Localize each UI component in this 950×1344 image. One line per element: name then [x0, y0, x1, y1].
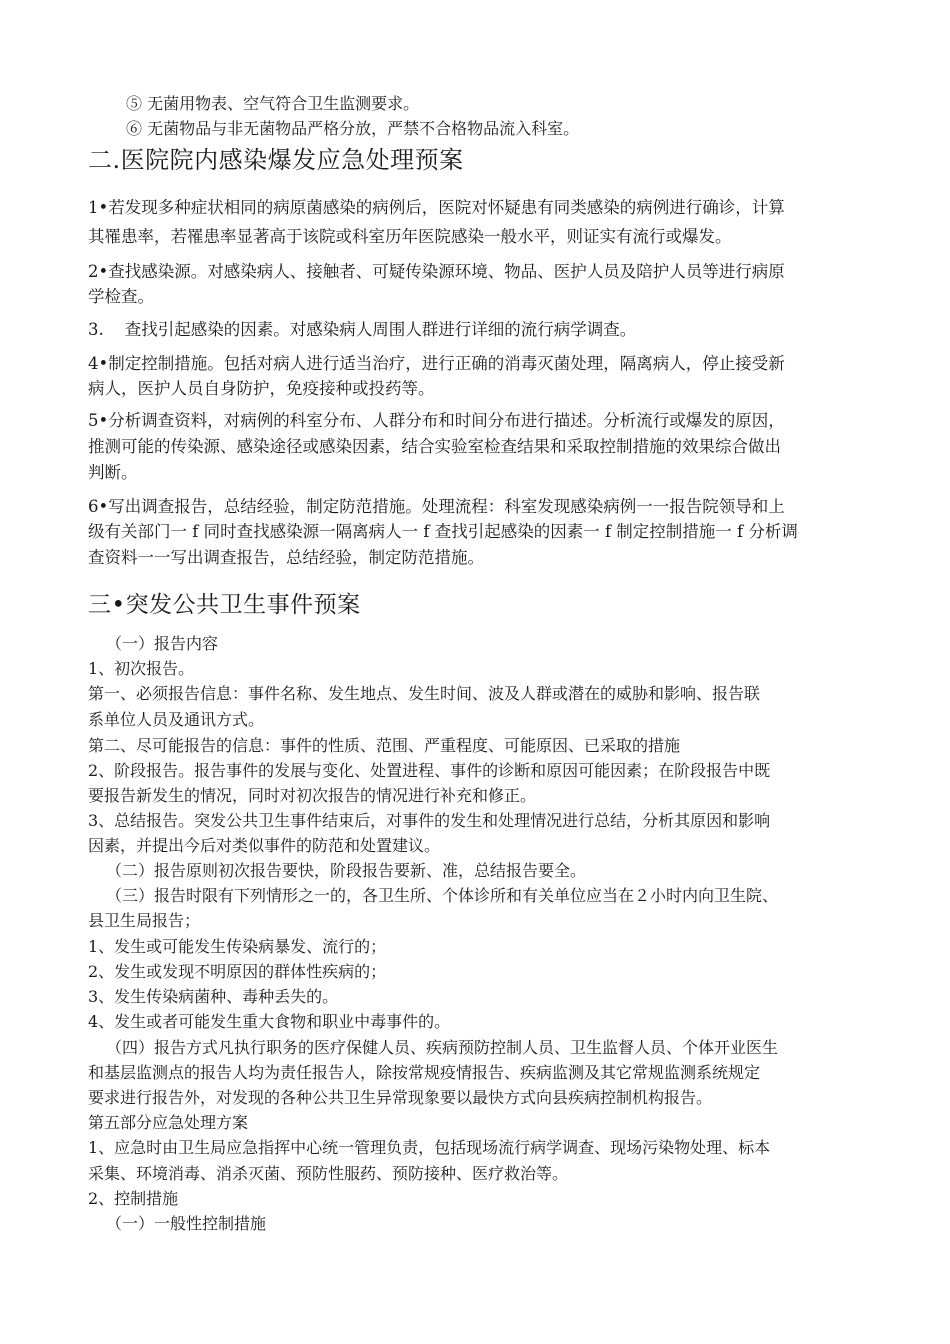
paragraph-line: 1、发生或可能发生传染病暴发、流行的； — [88, 937, 387, 956]
paragraph-line: 其罹患率，若罹患率显著高于该院或科室历年医院感染一般水平，则证实有流行或爆发。 — [88, 227, 732, 246]
list-item-5: ⑤ 无菌用物表、空气符合卫生监测要求。 — [126, 94, 420, 113]
paragraph-line: 4•制定控制措施。包括对病人进行适当治疗，进行正确的消毒灭菌处理，隔离病人，停止接受新 — [88, 354, 785, 373]
paragraph-line: 1、应急时由卫生局应急指挥中心统一管理负责，包括现场流行病学调查、现场污染物处理、标本 — [88, 1138, 771, 1157]
paragraph-line: 3、总结报告。突发公共卫生事件结束后，对事件的发生和处理情况进行总结，分析其原因和影响 — [88, 811, 771, 830]
paragraph-line: 2、发生或发现不明原因的群体性疾病的； — [88, 962, 387, 981]
paragraph-line: 学检查。 — [88, 287, 154, 306]
paragraph-line: （四）报告方式凡执行职务的医疗保健人员、疾病预防控制人员、卫生监督人员、个体开业医生 — [106, 1038, 779, 1057]
paragraph-line: （一）报告内容 — [106, 634, 219, 653]
paragraph-line: 查资料一一写出调查报告，总结经验，制定防范措施。 — [88, 548, 484, 567]
paragraph-line: 6•写出调查报告，总结经验，制定防范措施。处理流程：科室发现感染病例一一报告院领导和上 — [88, 497, 785, 516]
paragraph-line: 和基层监测点的报告人均为责任报告人，除按常规疫情报告、疾病监测及其它常规监测系统规定 — [88, 1063, 761, 1082]
paragraph-line: 要求进行报告外，对发现的各种公共卫生异常现象要以最快方式向县疾病控制机构报告。 — [88, 1088, 713, 1107]
paragraph-line: 第一、必须报告信息：事件名称、发生地点、发生时间、波及人群或潜在的威胁和影响、报告联 — [88, 684, 761, 703]
section-heading-public-health: 三•突发公共卫生事件预案 — [88, 592, 361, 618]
list-item-6: ⑥ 无菌物品与非无菌物品严格分放，严禁不合格物品流入科室。 — [126, 119, 580, 138]
paragraph-line: 第五部分应急处理方案 — [88, 1113, 249, 1132]
paragraph-line: 因素，并提出今后对类似事件的防范和处置建议。 — [88, 836, 441, 855]
paragraph-line: 3、发生传染病菌种、毒种丢失的。 — [88, 987, 339, 1006]
paragraph-line: 病人，医护人员自身防护，免疫接种或投药等。 — [88, 379, 435, 398]
paragraph-line: 2、阶段报告。报告事件的发展与变化、处置进程、事件的诊断和原因可能因素；在阶段报告中既 — [88, 761, 771, 780]
paragraph-line: （二）报告原则初次报告要快，阶段报告要新、准，总结报告要全。 — [106, 861, 587, 880]
paragraph-line: 1•若发现多种症状相同的病原菌感染的病例后，医院对怀疑患有同类感染的病例进行确诊，计算 — [88, 198, 785, 217]
paragraph-line: 5•分析调查资料，对病例的科室分布、人群分布和时间分布进行描述。分析流行或爆发的原因， — [88, 411, 785, 430]
paragraph-line: 1、初次报告。 — [88, 659, 195, 678]
paragraph-line: （一）一般性控制措施 — [106, 1214, 267, 1233]
paragraph-line: （三）报告时限有下列情形之一的，各卫生所、个体诊所和有关单位应当在２小时内向卫生院、 — [106, 886, 779, 905]
paragraph-line: 3. 查找引起感染的因素。对感染病人周围人群进行详细的流行病学调查。 — [88, 320, 637, 339]
paragraph-line: 第二、尽可能报告的信息：事件的性质、范围、严重程度、可能原因、已采取的措施 — [88, 736, 681, 755]
paragraph-line: 2、控制措施 — [88, 1189, 179, 1208]
paragraph-line: 系单位人员及通讯方式。 — [88, 710, 265, 729]
paragraph-line: 县卫生局报告； — [88, 911, 201, 930]
paragraph-line: 要报告新发生的情况，同时对初次报告的情况进行补充和修正。 — [88, 786, 537, 805]
section-heading-hospital-infection: 二.医院院内感染爆发应急处理预案 — [88, 146, 464, 174]
paragraph-line: 级有关部门一 f 同时查找感染源一隔离病人一 f 查找引起感染的因素一 f 制定控制措施一 f 分析调 — [88, 522, 798, 541]
paragraph-line: 4、发生或者可能发生重大食物和职业中毒事件的。 — [88, 1012, 451, 1031]
paragraph-line: 推测可能的传染源、感染途径或感染因素，结合实验室检查结果和采取控制措施的效果综合做出 — [88, 437, 781, 456]
paragraph-line: 采集、环境消毒、消杀灭菌、预防性服药、预防接种、医疗救治等。 — [88, 1164, 569, 1183]
paragraph-line: 判断。 — [88, 463, 138, 482]
paragraph-line: 2•查找感染源。对感染病人、接触者、可疑传染源环境、物品、医护人员及陪护人员等进行病原 — [88, 262, 785, 281]
